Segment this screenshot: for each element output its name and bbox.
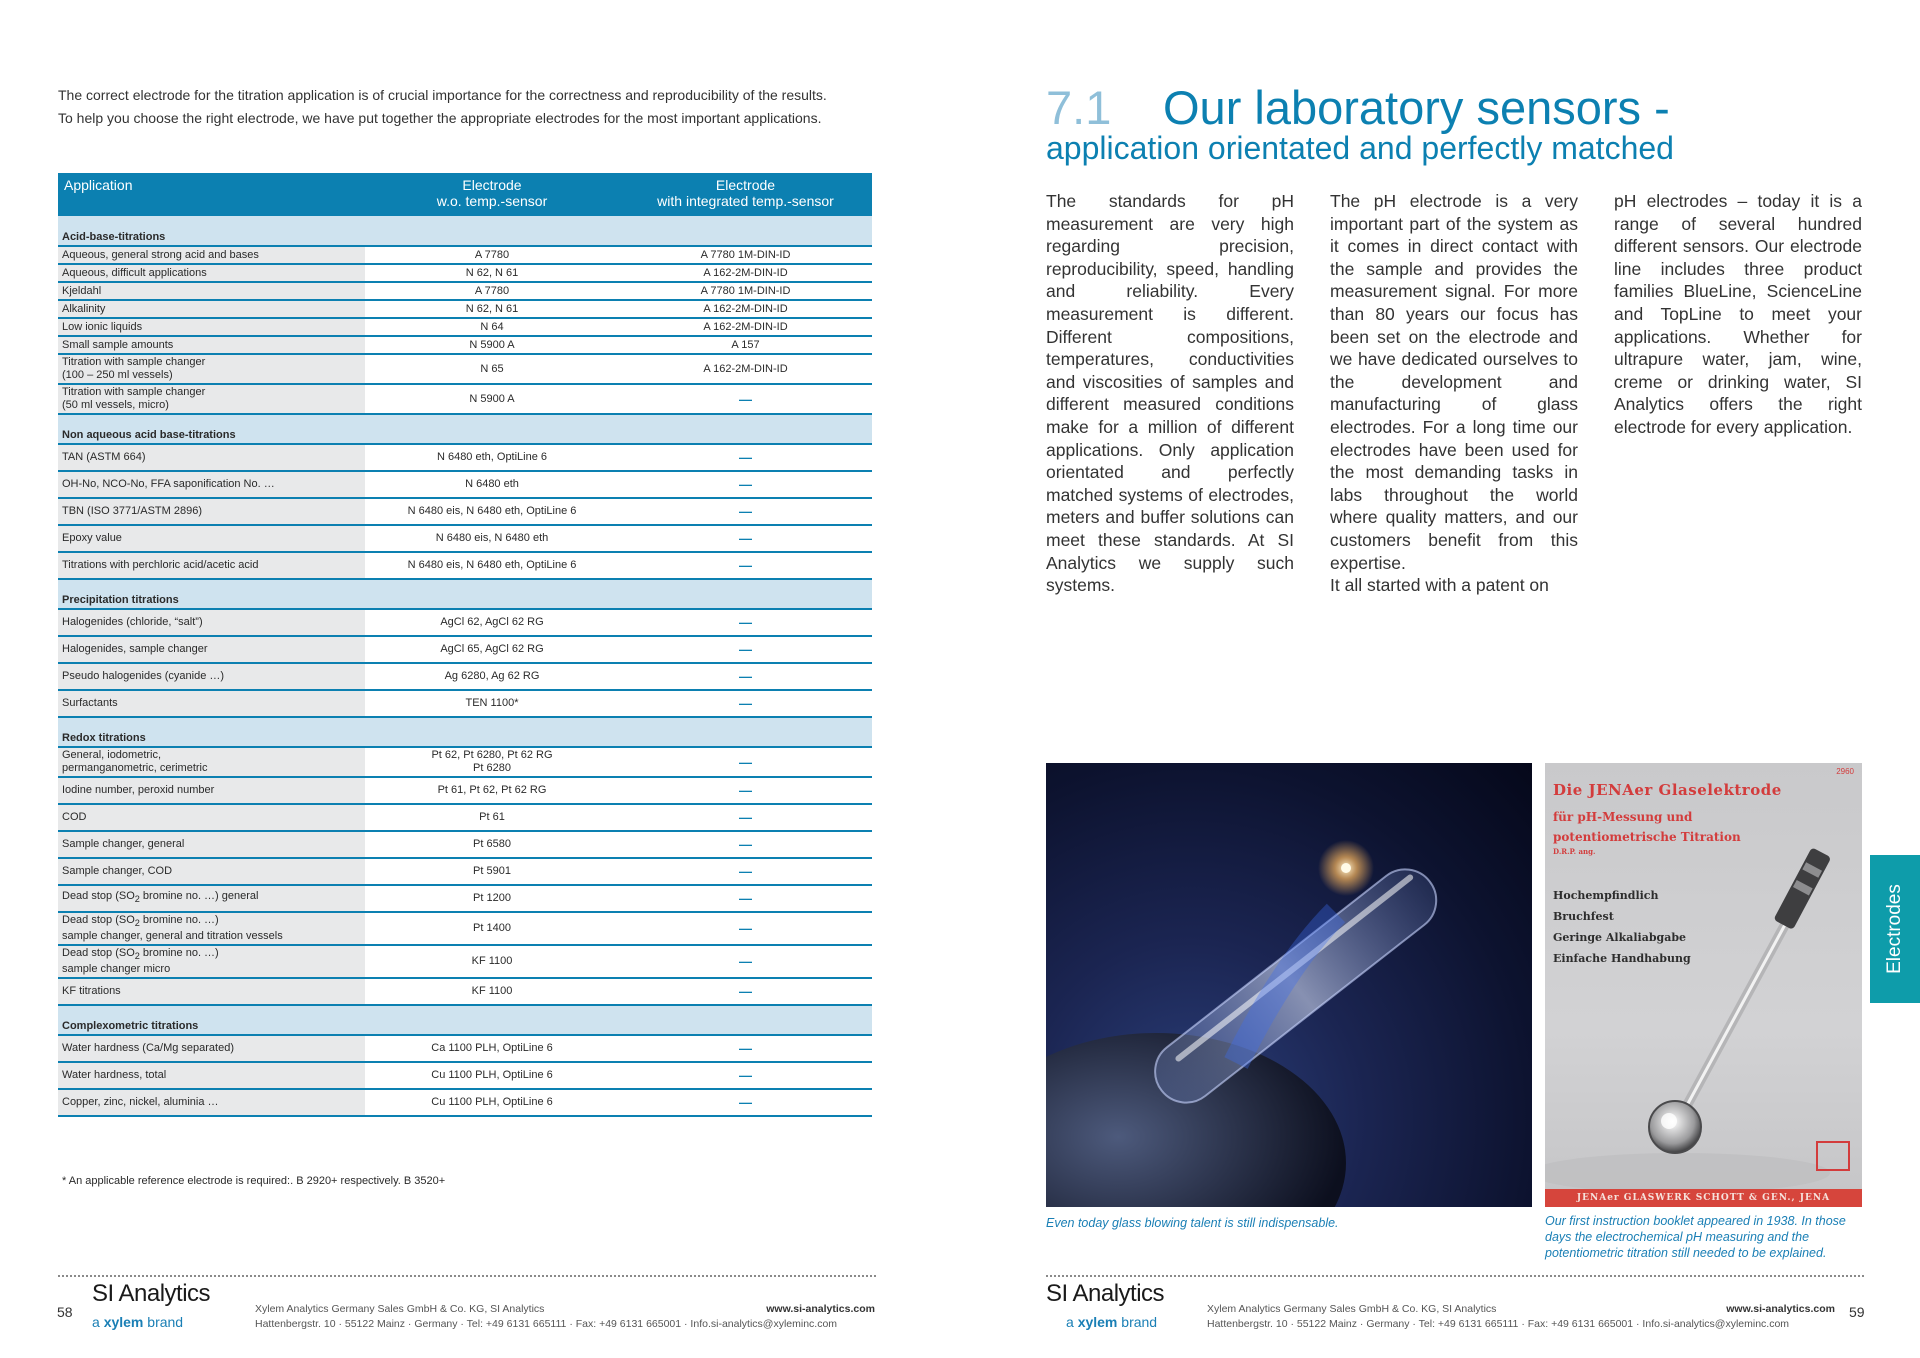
- application-text: Titration with sample changer: [62, 386, 206, 398]
- application-line: [62, 267, 361, 280]
- section-row: [58, 228, 872, 246]
- brand-name: SI Analytics: [1046, 1280, 1165, 1307]
- cell-application: [58, 777, 365, 804]
- table-row: [58, 525, 872, 552]
- electrode-value: N 5900 A: [469, 338, 515, 351]
- cell-electrode-wo-temp: [365, 444, 619, 471]
- cell-application: [58, 498, 365, 525]
- table-row: [58, 336, 872, 354]
- electrode-value: A 7780: [474, 284, 510, 297]
- cell-application: [58, 663, 365, 690]
- section-spacer: [58, 414, 872, 426]
- application-line: [62, 285, 361, 298]
- table-row: [58, 831, 872, 858]
- electrode-value: N 64: [480, 320, 504, 333]
- cell-electrode-with-temp: —: [619, 804, 872, 831]
- cell-electrode-wo-temp: [365, 1089, 619, 1116]
- cell-electrode-with-temp: —: [619, 945, 872, 978]
- electrode-value: TEN 1100*: [465, 697, 519, 709]
- section-subtitle: application orientated and perfectly matched: [1046, 130, 1674, 166]
- cell-electrode-with-temp: —: [619, 471, 872, 498]
- brand-logo-right: [1046, 1280, 1164, 1330]
- electrode-value: KF 1100: [471, 985, 513, 998]
- table-row: [58, 444, 872, 471]
- application-line: [62, 616, 361, 629]
- cell-electrode-wo-temp: [365, 831, 619, 858]
- section-spacer: [58, 216, 872, 228]
- cell-electrode-wo-temp: [365, 384, 619, 414]
- brand-name: SI Analytics: [92, 1280, 211, 1307]
- brand-sub-c: brand: [1117, 1314, 1158, 1330]
- cell-electrode-wo-temp: [365, 471, 619, 498]
- section-row: [58, 591, 872, 609]
- cell-application: [58, 282, 365, 300]
- electrode-value: N 5900 A: [469, 392, 515, 405]
- header-e1-line1: Electrode: [462, 177, 522, 193]
- cell-application: [58, 246, 365, 264]
- electrode-value: Pt 5901: [473, 865, 511, 877]
- body-column-2: [1330, 190, 1578, 597]
- cell-electrode-wo-temp: [365, 552, 619, 579]
- cell-application: [58, 300, 365, 318]
- table-row: [58, 1062, 872, 1089]
- cell-electrode-wo-temp: [365, 978, 619, 1005]
- table-row: [58, 945, 872, 978]
- application-line: [62, 784, 361, 797]
- brand-sub: [1066, 1314, 1164, 1330]
- application-text: Iodine number, peroxid number: [62, 784, 215, 796]
- cell-electrode-wo-temp: [365, 354, 619, 384]
- application-line: [62, 451, 361, 464]
- cell-application: [58, 858, 365, 885]
- body-column-3: pH electrodes – today it is a range of several hundred different sensors. Our electrode line includes three product families BlueLine, ScienceLine and TopLine to meet your applications. Whether for ultrapure water, jam, wine, creme or drinking water, SI Analytics offers the right electrode for every application.: [1614, 191, 1862, 437]
- cell-application: [58, 636, 365, 663]
- section-spacer-cell: [58, 414, 872, 426]
- table-row: [58, 498, 872, 525]
- section-number: 7.1: [1046, 81, 1112, 134]
- cell-electrode-wo-temp: [365, 246, 619, 264]
- application-line: [62, 670, 361, 683]
- application-subscript: 2: [134, 918, 140, 929]
- cell-application: [58, 912, 365, 945]
- page-number-right: 59: [1849, 1304, 1865, 1320]
- section-spacer-cell: [58, 717, 872, 729]
- electrode-value: Cu 1100 PLH, OptiLine 6: [431, 1096, 553, 1109]
- cell-electrode-with-temp: —: [619, 1089, 872, 1116]
- application-text: Aqueous, general strong acid and bases: [62, 248, 259, 261]
- brand-sub: [92, 1314, 210, 1330]
- table-row: [58, 1035, 872, 1062]
- cell-electrode-with-temp: A 162-2M-DIN-ID: [619, 354, 872, 384]
- application-line-2: permanganometric, cerimetric: [62, 762, 208, 774]
- electrode-value: Pt 61: [479, 811, 505, 823]
- section-spacer-cell: [58, 216, 872, 228]
- table-row: [58, 1089, 872, 1116]
- application-line: [62, 1096, 361, 1109]
- header-electrode-with-temp: [619, 173, 872, 216]
- table-row: [58, 690, 872, 717]
- header-electrode-wo-temp: [365, 173, 619, 216]
- brand-logo-left: [92, 1280, 210, 1330]
- section-row: [58, 729, 872, 747]
- application-line: [62, 914, 361, 930]
- table-footnote: * An applicable reference electrode is required:. B 2920+ respectively. B 3520+: [62, 1175, 446, 1187]
- booklet-feature: Geringe Alkaliabgabe: [1553, 931, 1687, 944]
- brand-sub-a: a: [92, 1314, 104, 1330]
- section-spacer: [58, 717, 872, 729]
- application-line: [62, 321, 361, 334]
- section-spacer-cell: [58, 579, 872, 591]
- cell-electrode-with-temp: —: [619, 831, 872, 858]
- cell-electrode-with-temp: —: [619, 747, 872, 777]
- application-line: [62, 985, 361, 998]
- footer-website-link[interactable]: www.si-analytics.com: [1726, 1303, 1835, 1315]
- cell-electrode-wo-temp: [365, 663, 619, 690]
- application-text: Dead stop (SO: [62, 947, 135, 960]
- cell-electrode-wo-temp: [365, 636, 619, 663]
- electrode-value: N 6480 eth: [465, 478, 519, 490]
- table-row: [58, 912, 872, 945]
- booklet-title: Die JENAer Glaselektrode: [1553, 781, 1782, 799]
- application-line: [62, 890, 361, 906]
- application-line-2: (100 – 250 ml vessels): [62, 369, 173, 381]
- table-row: [58, 978, 872, 1005]
- electrode-drawing: [1545, 763, 1862, 1207]
- booklet-line-2: für pH-Messung und: [1553, 810, 1693, 824]
- cell-electrode-wo-temp: [365, 804, 619, 831]
- header-e2-line2: with integrated temp.-sensor: [657, 193, 834, 209]
- body-column-1: The standards for pH measurement are very high regarding precision, reproducibility, speed, handling and reliability. Every measurement is different. Different compositions, temperatures, conductivities and viscosities of samples and different measured conditions make for a million of different applications. Only application orientated and perfectly matched systems of electrodes, meters and buffer solutions can meet these standards. At SI Analytics we supply such systems.: [1046, 191, 1294, 596]
- application-line: [62, 505, 361, 518]
- application-text: TAN (ASTM 664): [62, 451, 146, 463]
- electrode-table: [58, 173, 872, 1117]
- cell-application: [58, 1089, 365, 1116]
- cell-electrode-wo-temp: [365, 525, 619, 552]
- table-row: [58, 300, 872, 318]
- application-subscript: 2: [134, 894, 140, 905]
- cell-application: [58, 690, 365, 717]
- side-tab-electrodes[interactable]: [1870, 855, 1920, 1003]
- table-row: [58, 246, 872, 264]
- footer-address-right: [1207, 1302, 1835, 1332]
- application-line: [62, 947, 361, 963]
- application-text-rest: bromine no. …) general: [139, 890, 259, 903]
- application-text: Halogenides (chloride, “salt”): [62, 616, 203, 628]
- footer-website-link[interactable]: www.si-analytics.com: [766, 1303, 875, 1315]
- table-row: [58, 609, 872, 636]
- cell-electrode-wo-temp: [365, 282, 619, 300]
- application-text: KF titrations: [62, 985, 121, 998]
- application-line-2: sample changer micro: [62, 963, 171, 976]
- cell-application: [58, 384, 365, 414]
- application-line: [62, 697, 361, 710]
- body-column-2-text: The pH electrode is a very important part of the system as it comes in direct contact with the sample and provides the measurement signal. For more than 80 years our focus has been set on the electrode and we have dedicated ourselves to the development and manufacturing of glass electrodes. For a long time our electrodes have been used for the most demanding tasks in labs throughout the world where quality matters, and our customers benefit from this expertise.: [1330, 191, 1578, 573]
- cell-electrode-with-temp: —: [619, 525, 872, 552]
- electrode-value: N 6480 eth, OptiLine 6: [436, 451, 548, 463]
- electrode-value: Pt 6580: [473, 838, 511, 850]
- application-line: [62, 559, 361, 572]
- cell-electrode-with-temp: A 7780 1M-DIN-ID: [619, 246, 872, 264]
- cell-application: [58, 804, 365, 831]
- application-line: [62, 532, 361, 545]
- application-line-2: sample changer, general and titration vessels: [62, 930, 283, 943]
- table-header: [58, 173, 872, 216]
- application-text: Small sample amounts: [62, 338, 174, 351]
- cell-electrode-with-temp: —: [619, 912, 872, 945]
- electrode-value: Pt 1400: [473, 922, 511, 935]
- booklet-feature: Hochempfindlich: [1553, 889, 1659, 902]
- cell-electrode-with-temp: A 162-2M-DIN-ID: [619, 264, 872, 282]
- cell-electrode-wo-temp: [365, 300, 619, 318]
- cell-application: [58, 471, 365, 498]
- cell-electrode-wo-temp: [365, 690, 619, 717]
- section-row: [58, 1017, 872, 1035]
- footer-address: Hattenbergstr. 10 · 55122 Mainz · Germany · Tel: +49 6131 665111 · Fax: +49 6131 665001 · Info.si-analytics@xyleminc.com: [255, 1318, 838, 1330]
- application-line: [62, 1042, 361, 1055]
- electrode-value-2: Pt 6280: [473, 762, 511, 774]
- section-title: Complexometric titrations: [58, 1017, 872, 1035]
- footer-company: Xylem Analytics Germany Sales GmbH & Co. KG, SI Analytics: [1207, 1303, 1497, 1315]
- cell-application: [58, 318, 365, 336]
- cell-electrode-with-temp: —: [619, 858, 872, 885]
- cell-electrode-wo-temp: [365, 1035, 619, 1062]
- table-row: [58, 804, 872, 831]
- cell-electrode-with-temp: A 7780 1M-DIN-ID: [619, 282, 872, 300]
- cell-electrode-with-temp: —: [619, 1035, 872, 1062]
- cell-electrode-with-temp: A 162-2M-DIN-ID: [619, 300, 872, 318]
- application-text-rest: bromine no. …): [139, 947, 219, 960]
- cell-electrode-wo-temp: [365, 336, 619, 354]
- application-line-2: (50 ml vessels, micro): [62, 399, 169, 411]
- electrode-value: N 6480 eis, N 6480 eth, OptiLine 6: [407, 559, 577, 571]
- cell-electrode-with-temp: —: [619, 1062, 872, 1089]
- header-e2-line1: Electrode: [715, 177, 776, 193]
- electrode-value: KF 1100: [471, 955, 513, 968]
- cell-application: [58, 354, 365, 384]
- cell-electrode-wo-temp: [365, 885, 619, 912]
- application-text: Copper, zinc, nickel, aluminia …: [62, 1096, 219, 1109]
- application-text: Sample changer, COD: [62, 865, 173, 877]
- section-title: Precipitation titrations: [58, 591, 872, 609]
- cell-electrode-with-temp: —: [619, 885, 872, 912]
- footer-company: Xylem Analytics Germany Sales GmbH & Co. KG, SI Analytics: [255, 1303, 545, 1315]
- table-row: [58, 636, 872, 663]
- booklet-code: 2960: [1836, 767, 1854, 776]
- application-text: Water hardness (Ca/Mg separated): [62, 1042, 234, 1055]
- side-tab-label: Electrodes: [1884, 884, 1905, 974]
- booklet-feature: Bruchfest: [1553, 910, 1614, 923]
- table-row: [58, 318, 872, 336]
- application-line: [62, 249, 361, 262]
- header-e1-line2: w.o. temp.-sensor: [436, 193, 548, 209]
- table-row: [58, 747, 872, 777]
- cell-electrode-with-temp: —: [619, 498, 872, 525]
- booklet-line-3: potentiometrische Titration: [1553, 830, 1741, 844]
- cell-application: [58, 1035, 365, 1062]
- cell-application: [58, 552, 365, 579]
- electrode-value: Ca 1100 PLH, OptiLine 6: [431, 1042, 553, 1055]
- cell-electrode-wo-temp: [365, 912, 619, 945]
- application-line: [62, 339, 361, 352]
- application-text: Alkalinity: [62, 302, 106, 315]
- application-text: Halogenides, sample changer: [62, 643, 208, 655]
- cell-application: [58, 885, 365, 912]
- application-subscript: 2: [134, 951, 140, 962]
- electrode-value: N 6480 eis, N 6480 eth: [435, 532, 549, 544]
- application-text: Epoxy value: [62, 532, 122, 544]
- electrode-value: A 7780: [474, 248, 510, 261]
- cell-electrode-wo-temp: [365, 945, 619, 978]
- electrode-value: Cu 1100 PLH, OptiLine 6: [431, 1069, 553, 1082]
- electrode-value: Pt 62, Pt 6280, Pt 62 RG: [431, 749, 553, 761]
- cell-application: [58, 978, 365, 1005]
- cell-electrode-with-temp: —: [619, 978, 872, 1005]
- cell-electrode-with-temp: —: [619, 777, 872, 804]
- application-line: [62, 1069, 361, 1082]
- application-text: Sample changer, general: [62, 838, 185, 850]
- application-text: Pseudo halogenides (cyanide …): [62, 670, 225, 682]
- brand-sub-c: brand: [143, 1314, 184, 1330]
- application-line: [62, 865, 361, 878]
- section-title: Non aqueous acid base-titrations: [58, 426, 872, 444]
- table-row: [58, 777, 872, 804]
- cell-electrode-with-temp: A 157: [619, 336, 872, 354]
- application-text: OH-No, NCO-No, FFA saponification No. …: [62, 478, 275, 490]
- cell-electrode-with-temp: —: [619, 663, 872, 690]
- cell-electrode-wo-temp: [365, 264, 619, 282]
- cell-application: [58, 444, 365, 471]
- section-spacer: [58, 579, 872, 591]
- table-row: [58, 663, 872, 690]
- section-row: [58, 426, 872, 444]
- footer-divider-left: [58, 1275, 876, 1277]
- table-row: [58, 384, 872, 414]
- footer-address-left: [255, 1302, 875, 1332]
- glass-blowing-photo: [1046, 763, 1532, 1207]
- brand-sub-xylem: xylem: [1077, 1314, 1118, 1330]
- cell-electrode-wo-temp: [365, 318, 619, 336]
- application-text: Dead stop (SO: [62, 914, 135, 926]
- intro-line-1: The correct electrode for the titration application is of crucial importance for the correctness and reproducibility of the results.: [58, 87, 827, 103]
- table-row: [58, 552, 872, 579]
- cell-application: [58, 747, 365, 777]
- section-title: Our laboratory sensors -: [1163, 81, 1670, 134]
- cell-electrode-wo-temp: [365, 498, 619, 525]
- footer-divider-right: [1046, 1275, 1864, 1277]
- application-text: TBN (ISO 3771/ASTM 2896): [62, 505, 202, 517]
- application-text: COD: [62, 811, 87, 823]
- application-text: General, iodometric,: [62, 749, 162, 761]
- application-text-rest: bromine no. …): [139, 914, 219, 926]
- application-text: Dead stop (SO: [62, 890, 135, 903]
- cell-electrode-with-temp: —: [619, 609, 872, 636]
- cell-application: [58, 525, 365, 552]
- electrode-value: AgCl 62, AgCl 62 RG: [440, 616, 544, 628]
- application-line: [62, 356, 361, 369]
- application-text: Titration with sample changer: [62, 356, 206, 368]
- cell-application: [58, 831, 365, 858]
- cell-electrode-wo-temp: [365, 1062, 619, 1089]
- cell-electrode-wo-temp: [365, 777, 619, 804]
- application-line: [62, 749, 361, 762]
- cell-electrode-with-temp: —: [619, 552, 872, 579]
- booklet-feature: Einfache Handhabung: [1553, 952, 1691, 965]
- cell-electrode-with-temp: —: [619, 636, 872, 663]
- brand-sub-xylem: xylem: [103, 1314, 144, 1330]
- table-row: [58, 885, 872, 912]
- page-number-left: 58: [57, 1304, 73, 1320]
- application-line: [62, 478, 361, 491]
- cell-application: [58, 1062, 365, 1089]
- electrode-value: N 62, N 61: [465, 302, 519, 315]
- cell-application: [58, 945, 365, 978]
- application-text: Low ionic liquids: [62, 320, 143, 333]
- cell-application: [58, 609, 365, 636]
- application-text: Aqueous, difficult applications: [62, 266, 207, 279]
- intro-text: [58, 84, 878, 130]
- booklet-line-4: D.R.P. ang.: [1553, 847, 1596, 856]
- instruction-booklet-image: [1545, 763, 1862, 1207]
- cell-electrode-with-temp: —: [619, 690, 872, 717]
- cell-electrode-wo-temp: [365, 858, 619, 885]
- cell-electrode-with-temp: A 162-2M-DIN-ID: [619, 318, 872, 336]
- booklet-footer: JENAer GLASWERK SCHOTT & GEN., JENA: [1545, 1189, 1862, 1207]
- application-line: [62, 643, 361, 656]
- electrode-value: Pt 61, Pt 62, Pt 62 RG: [437, 784, 547, 796]
- brand-sub-a: a: [1066, 1314, 1078, 1330]
- application-text: Surfactants: [62, 697, 118, 709]
- table-row: [58, 354, 872, 384]
- body-column-2-last: It all started with a patent on: [1330, 575, 1549, 596]
- intro-line-2: To help you choose the right electrode, we have put together the appropriate electrodes for the most important applications.: [58, 110, 822, 126]
- section-spacer-cell: [58, 1005, 872, 1017]
- electrode-value: Pt 1200: [473, 892, 511, 904]
- application-text: Titrations with perchloric acid/acetic acid: [62, 559, 259, 571]
- electrode-value: N 62, N 61: [465, 266, 519, 279]
- cell-application: [58, 336, 365, 354]
- caption-booklet: Our first instruction booklet appeared in 1938. In those days the electrochemical pH measuring and the potentiometric titration still needed to be explained.: [1545, 1214, 1846, 1260]
- table-row: [58, 858, 872, 885]
- application-text: Water hardness, total: [62, 1069, 167, 1082]
- booklet-stamp: [1816, 1141, 1850, 1171]
- application-text: Kjeldahl: [62, 284, 102, 297]
- application-line: [62, 811, 361, 824]
- table-row: [58, 282, 872, 300]
- cell-electrode-wo-temp: [365, 609, 619, 636]
- cell-electrode-with-temp: —: [619, 384, 872, 414]
- electrode-value: AgCl 65, AgCl 62 RG: [440, 643, 544, 655]
- caption-glass-blowing: Even today glass blowing talent is still indispensable.: [1046, 1216, 1339, 1230]
- section-title: Acid-base-titrations: [58, 228, 872, 246]
- section-spacer: [58, 1005, 872, 1017]
- header-application: Application: [58, 173, 365, 216]
- electrode-value: N 65: [480, 362, 504, 375]
- section-title: Redox titrations: [58, 729, 872, 747]
- cell-electrode-wo-temp: [365, 747, 619, 777]
- application-line: [62, 386, 361, 399]
- footer-address: Hattenbergstr. 10 · 55122 Mainz · Germany · Tel: +49 6131 665111 · Fax: +49 6131 665001 · Info.si-analytics@xyleminc.com: [1207, 1318, 1790, 1330]
- electrode-value: Ag 6280, Ag 62 RG: [444, 670, 540, 682]
- table-row: [58, 264, 872, 282]
- application-line: [62, 838, 361, 851]
- cell-application: [58, 264, 365, 282]
- table-row: [58, 471, 872, 498]
- electrode-value: N 6480 eis, N 6480 eth, OptiLine 6: [407, 505, 577, 517]
- application-line: [62, 303, 361, 316]
- cell-electrode-with-temp: —: [619, 444, 872, 471]
